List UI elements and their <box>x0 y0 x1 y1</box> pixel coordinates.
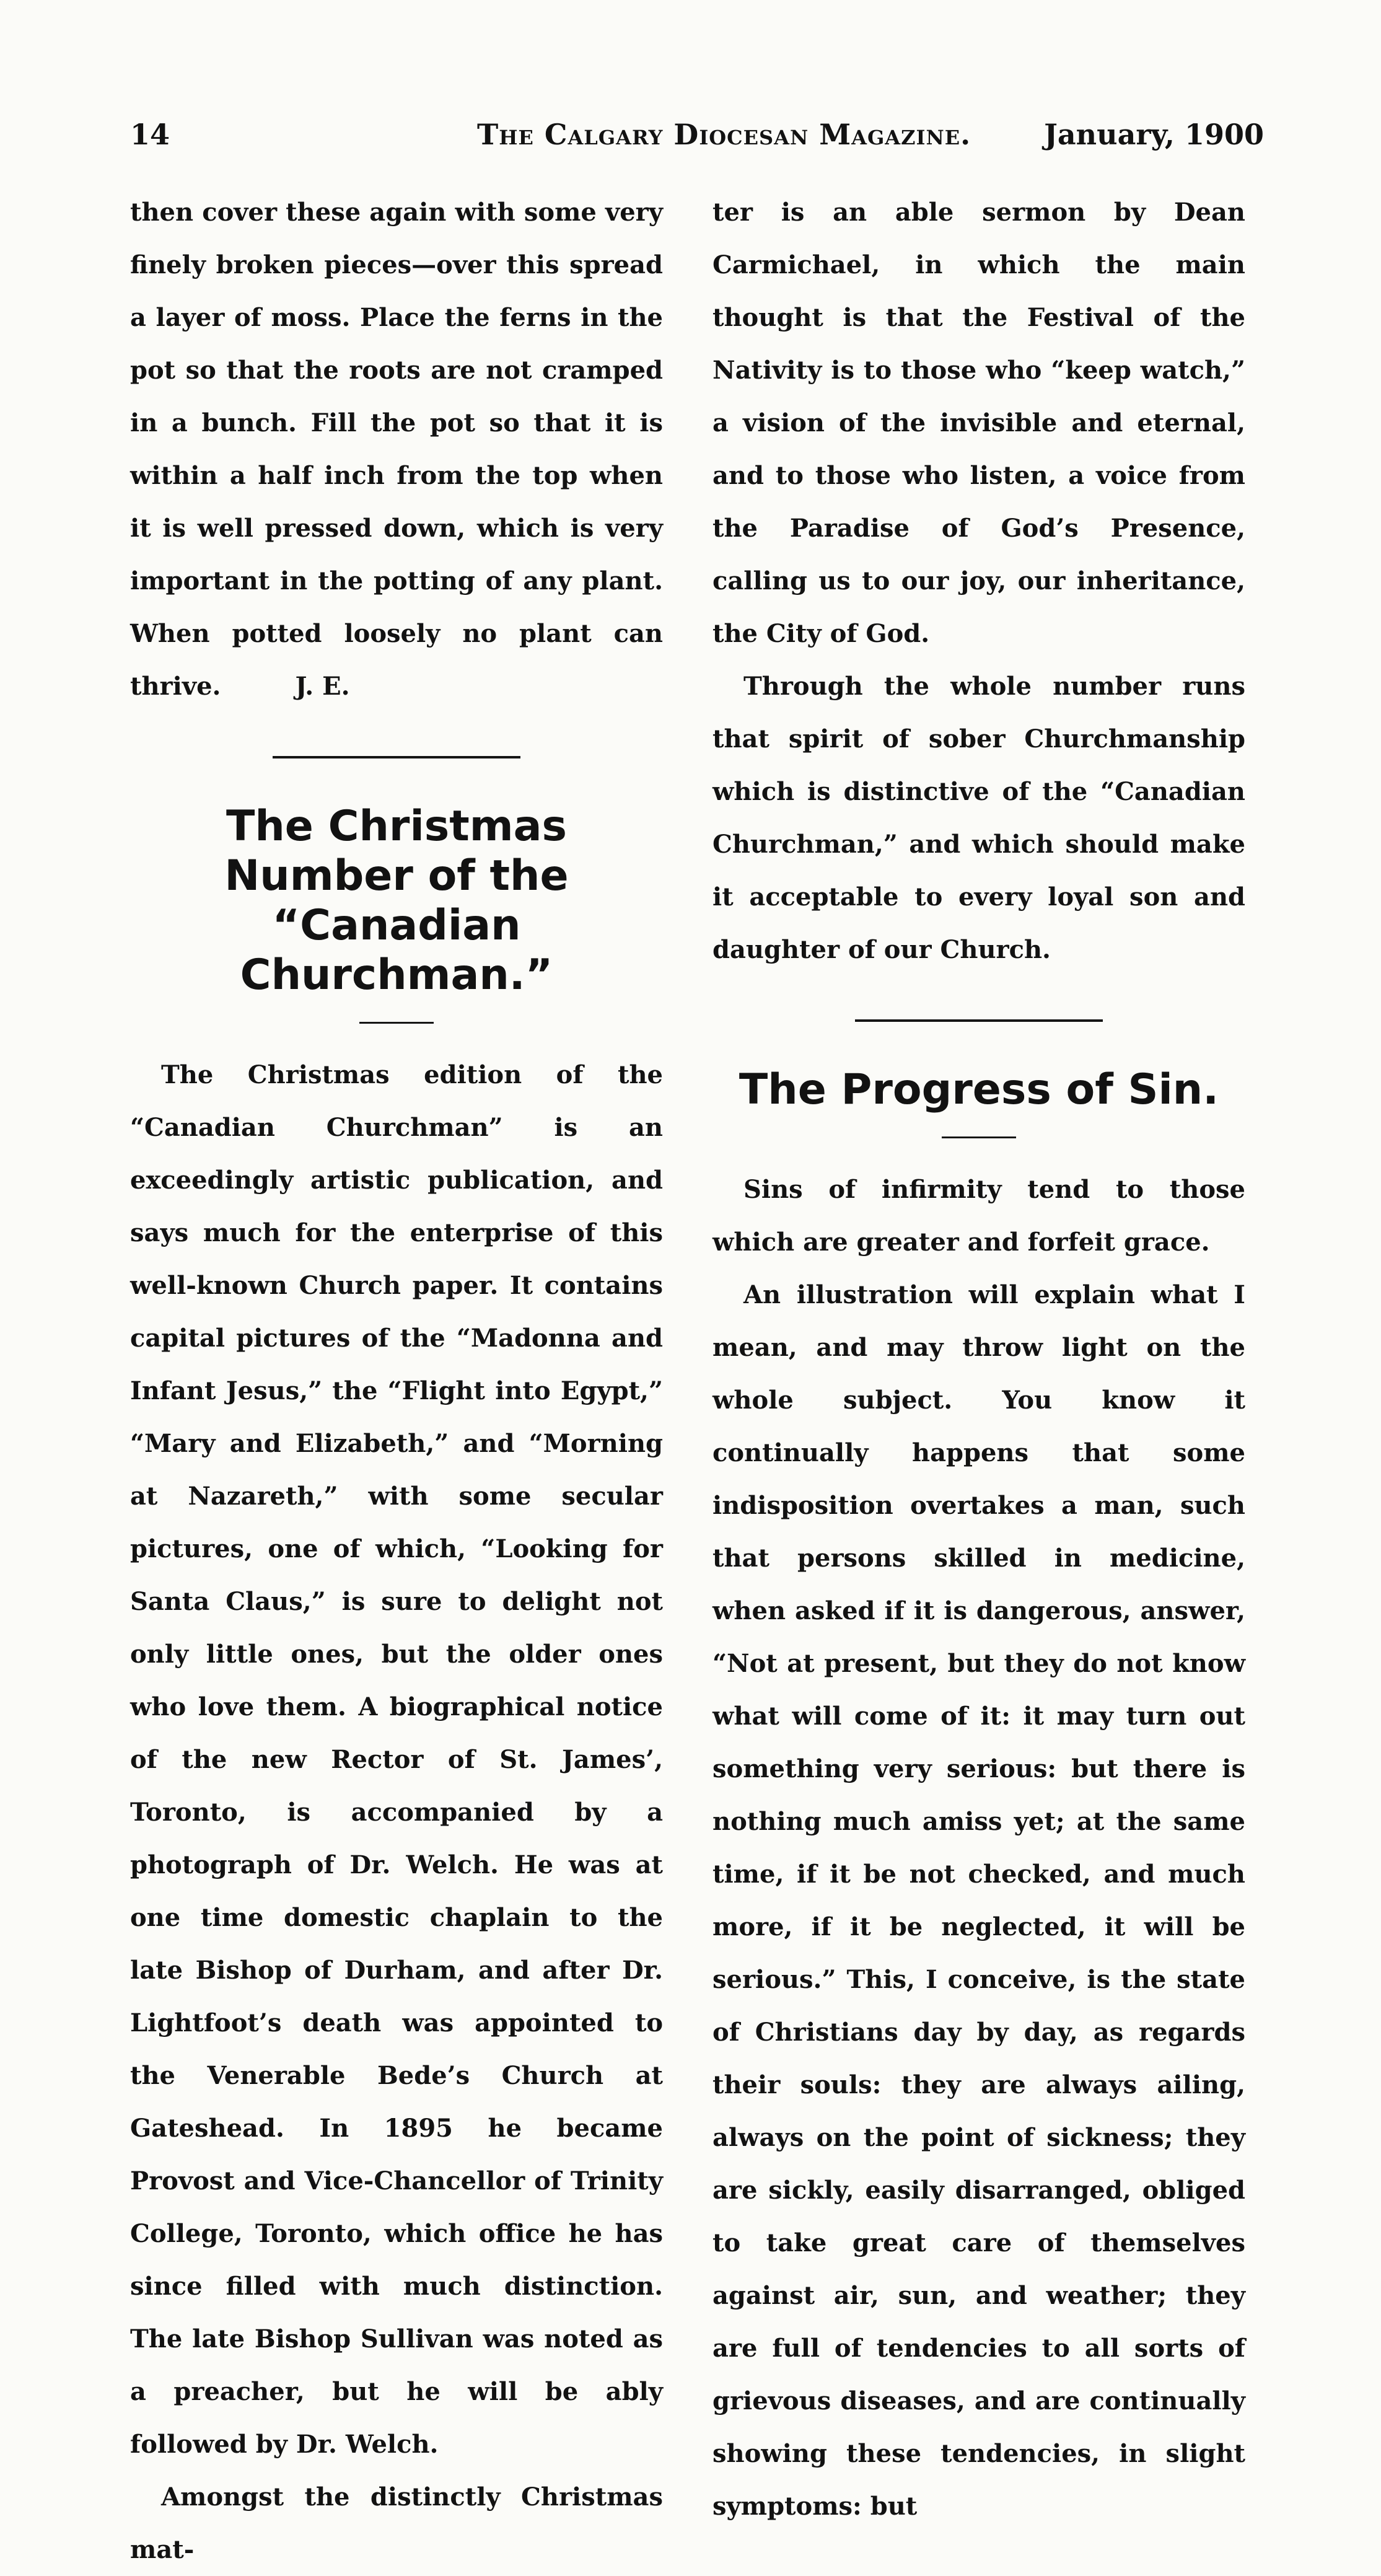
section-divider <box>855 1019 1103 1022</box>
christmas-paragraph-1: The Christmas edition of the “Canadian Churchman” is an exceedingly artistic publication, and says much for the enterprise of this well-known Church paper. It contains capital pictures of the “Madonna and Infant Jesus,” the “Flight into Egypt,” “Mary and Elizabeth,” and “Morning at Nazareth,” with some secular pictures, one of which, “Looking for Santa Claus,” is sure to delight not only little ones, but the older ones who love them. A biographical notice of the new Rector of St. James’, Toronto, is accompanied by a photograph of Dr. Welch. He was at one time domestic chaplain to the late Bishop of Durham, and after Dr. Lightfoot’s death was appointed to the Venerable Bede’s Church at Gateshead. In 1895 he became Provost and Vice-Chancellor of Trinity College, Toronto, which office he has since filled with much distinction. The late Bishop Sullivan was noted as a preacher, but he will be ably followed by Dr. Welch. <box>130 1060 663 2459</box>
left-column <box>130 186 663 2576</box>
article-title-progress-of-sin: The Progress of Sin. <box>739 1065 1219 1114</box>
page-header <box>130 118 1264 161</box>
right-column <box>712 186 1245 2533</box>
sin-paragraph-2: An illustration will explain what I mean, and may throw light on the whole subject. You know it continually happens that some indisposition overtakes a man, such that persons skilled in medicine, when asked if it is dangerous, answer, “Not at present, but they do not know what will come of it: it may turn out something very serious: but there is nothing much amiss yet; at the same time, if it be not checked, and much more, if it be neglected, it will be serious.” This, I conceive, is the state of Christians day by day, as regards their souls: they are always ailing, always on the point of sickness; they are sickly, easily disarranged, obliged to take great care of themselves against air, sun, and weather; they are full of tendencies to all sorts of grievous diseases, and are continually showing these tendencies, in slight symptoms: but <box>712 1280 1245 2521</box>
christmas-paragraph-2-start: Amongst the distinctly Christmas mat- <box>130 2482 663 2564</box>
page-number: 14 <box>130 118 170 151</box>
article-title-christmas-number: The Christmas Number of the “Canadian Churchman.” <box>224 802 569 1000</box>
title-underline <box>359 1022 434 1024</box>
title-underline <box>942 1136 1016 1138</box>
christmas-paragraph-2-cont: ter is an able sermon by Dean Carmichael, in which the main thought is that the Festival of the Nativity is to those who “keep watch,” a vision of the invisible and eternal, and to those who listen, a voice from the Paradise of God’s Presence, calling us to our joy, our inheritance, the City of God. <box>712 198 1245 648</box>
magazine-title: The Calgary Diocesan Magazine. <box>477 118 971 151</box>
issue-date: January, 1900 <box>1044 118 1264 151</box>
section-divider <box>273 756 520 758</box>
sin-paragraph-1: Sins of infirmity tend to those which are greater and forfeit grace. <box>712 1175 1245 1257</box>
intro-paragraph <box>130 186 663 713</box>
christmas-paragraph-3: Through the whole number runs that spirit of sober Churchmanship which is distinctive of the “Canadian Churchman,” and which should make it acceptable to every loyal son and daughter of our Church. <box>712 672 1245 964</box>
intro-text: then cover these again with some very finely broken pieces—over this spread a layer of moss. Place the ferns in the pot so that the roots are not cramped in a bunch. Fill the pot so that it is within a half inch from the top when it is well pressed down, which is very important in the potting of any plant. When potted loosely no plant can thrive. <box>130 198 663 701</box>
intro-signature: J. E. <box>295 672 350 701</box>
